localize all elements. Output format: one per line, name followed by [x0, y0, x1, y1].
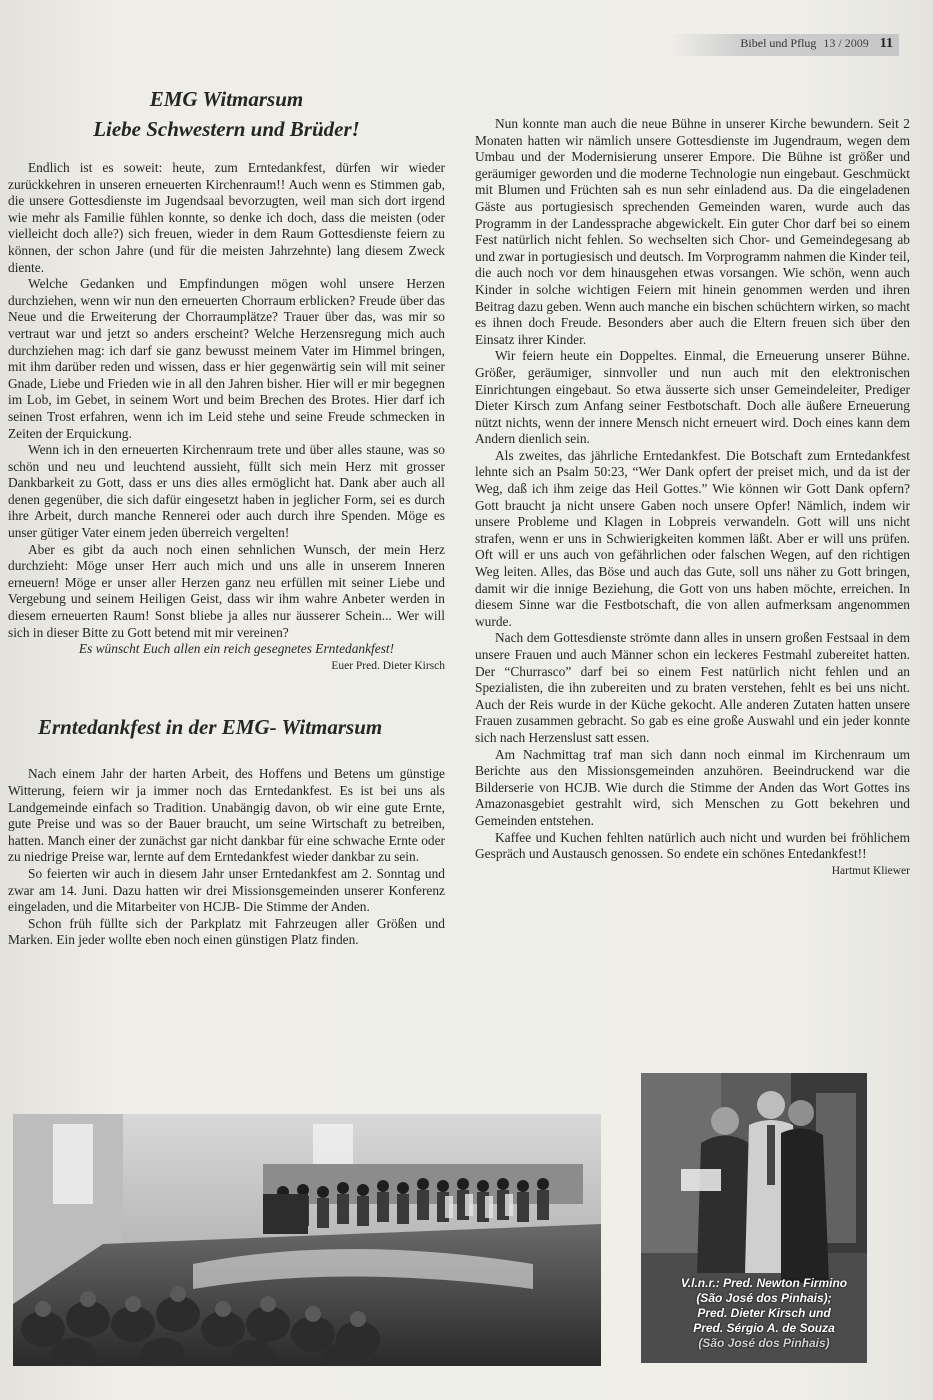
page-number: 11: [879, 36, 893, 51]
article1-paragraph: Aber es gibt da auch noch einen sehnlichen Wunsch, der mein Herz durchzieht: Möge unser Herr auch mich und uns alle in unserem Inneren erneuern! Möge er unser aller Herzen ganz neu erfüllen mit seiner Liebe und Vergebung und seinem Heiligen Geist, dass wir ihm wahre Anbeter werden in diesem erneuerten Raum! Sonst bliebe ja alles nur äusserer Schein... Wer will sich in dieser Bitte zu Gott betend mit mir vereinen?: [8, 541, 445, 640]
left-column: [8, 82, 445, 949]
article1-paragraph: Wenn ich in den erneuerten Kirchenraum trete und über alles staune, was so schön und neu und leuchtend aussieht, füllt sich mein Herz mit grosser Dankbarkeit zu Gott, dass er uns dies alles ermöglicht hat. Dank aber auch all denen gegenüber, die sich dafür eingesetzt haben in jeglicher Form, sei es durch ihre Arbeit, durch manche Rennerei oder auch durch ihre Spenden. Möge es unser gütiger Vater einem jeden überreich vergelten!: [8, 442, 445, 541]
page-header: [670, 34, 899, 56]
article2-paragraph: Nach einem Jahr der harten Arbeit, des Hoffens und Betens um günstige Witterung, feiern wir ja immer noch das Erntedankfest. Es ist bei uns als Landgemeinde einfach so Tradition. Unabängig davon, ob wir eine gute Ernte, gute Preise und was so der Bauer braucht, um seine Wirtschaft zu betreiben, hatten. Manch einer der zunächst gar nicht dankbar für eine schwache Ernte oder zu niedrige Preise war, lernte auf dem Erntedankfest wieder dankbar zu sein.: [8, 766, 445, 865]
article2-signature: Hartmut Kliewer: [831, 864, 910, 877]
caption-line: (São José dos Pinhais);: [696, 1291, 832, 1305]
caption-line: (São José dos Pinhais): [698, 1336, 830, 1350]
article1-signature: Euer Pred. Dieter Kirsch: [331, 659, 445, 672]
article2-paragraph: Schon früh füllte sich der Parkplatz mit Fahrzeugen aller Größen und Marken. Ein jeder wollte eben noch einen günstigen Platz finden.: [8, 915, 445, 948]
article2-paragraph: Kaffee und Kuchen fehlten natürlich auch nicht und wurden bei fröhlichem Gespräch und Austausch genossen. So endete ein schönes Entedankfest!!: [475, 829, 910, 862]
article2-paragraph: Wir feiern heute ein Doppeltes. Einmal, die Erneuerung unserer Bühne. Größer, geräumiger, sinnvoller und nun auch mit den elektronischen Einrichtungen eingebaut. So etwa äusserte sich unser Gemeindeleiter, Prediger Dieter Kirsch zum Anfang seiner Festbotschaft. Doch alle äußere Erneuerung nützt nichts, wenn der innere Mensch nicht erneuert wird. Doch eines kann dem Andern dienlich sein.: [475, 348, 910, 447]
article1-title-line2: Liebe Schwestern und Brüder!: [93, 117, 360, 141]
publication-name: Bibel und Pflug: [740, 36, 817, 50]
caption-line: Pred. Dieter Kirsch und: [697, 1306, 831, 1320]
article1-title-line1: EMG Witmarsum: [149, 87, 304, 111]
article2-paragraph: Nun konnte man auch die neue Bühne in unserer Kirche bewundern. Seit 2 Monaten hatten wir nämlich unsere Gottesdienste im Jugendraum, wegen dem Umbau und der Modernisierung unserer Empore. Die Bühne ist größer und geräumiger geworden und die moderne Technologie nun eingebaut. Geschmückt mit Blumen und Früchten sah es nun sehr einladend aus. Da die eingeladenen Gäste aus portugiesisch sprechenden Gemeinden waren, wurde auch das Programm in der Landessprache abgewickelt. Ein guter Chor darf bei so einem Fest natürlich nicht fehlen. So wechselten sich Chor- und Gemeindegesang ab und zwar in portugiesisch und deutsch. Im Vorprogramm nahmen die Kinder teil, die auch noch vor dem hinausgehen etwas vorsangen. Wie schön, wenn auch Kinder in solche wichtigen Feiern mit hinein genommen werden und ihren Beitrag dazu geben. Wenn auch manche ein bischen schüchtern wirken, so macht es ihnen doch Freude. Besonders aber auch die Eltern freuen sich über den Einsatz ihrer Kinder.: [475, 116, 910, 347]
article2-paragraph: So feierten wir auch in diesem Jahr unser Erntedankfest am 2. Sonntag und zwar am 14. Juni. Dazu hatten wir drei Missionsgemeinden unserer Konferenz eingeladen, und die Mitarbeiter von HCJB- Die Stimme der Anden.: [8, 865, 445, 915]
issue-number: 13 / 2009: [823, 36, 869, 50]
article1-paragraph: Endlich ist es soweit: heute, zum Erntedankfest, dürfen wir wieder zurückkehren in unseren erneuerten Kirchenraum!! Auch wenn es Stimmen gab, die unsere Gottesdienste im Jugendsaal bevorzugten, weil man sich dort irgend wie mehr als Familie fühlen konnte, so denke ich doch, dass die meisten (oder vielleicht doch alle?) sich freuen, wieder in dem Raum Gottesdienste feiern zu können, der schon Jahre (und für die meisten Jahrzehnte) lang diesem Zweck diente.: [8, 160, 445, 275]
article2-title: Erntedankfest in der EMG- Witmarsum: [38, 715, 383, 740]
church-choir-photo: [13, 1114, 601, 1366]
photo-caption: [664, 1276, 864, 1351]
article2-paragraph: Als zweites, das jährliche Erntedankfest. Die Botschaft zum Erntedankfest lehnte sich an Psalm 50:23, “Wer Dank opfert der preiset mich, und da ist der Weg, daß ich ihm zeige das Heil Gottes.” Wie können wir Gott Dank opfern? Gott braucht ja nicht unsere Gaben noch unsere Opfer! Nämlich, indem wir unsere Probleme und Klagen in Lobpreis verwandeln. Gott will uns nicht strafen, wenn er uns in Schwierigkeiten kommen läßt. Aber er will uns prüfen. Oft will er uns auch von gefährlichen oder falschen Wegen, auf den richtigen Weg leiten. Alles, das Böse und auch das Gute, soll uns näher zu Gott bringen, damit wir die innige Beziehung, die Gott von uns haben möchte, erreichen. In diesem Sinne war die Festbotschaft, die von allen aufmerksam angenommen wurde.: [475, 447, 910, 629]
caption-line: V.l.n.r.: Pred. Newton Firmino: [680, 1276, 848, 1290]
article2-paragraph: Am Nachmittag traf man sich dann noch einmal im Kirchenraum um Berichte aus den Missionsgemeinden anzuhören. Beeindruckend war die Bilderserie von HCJB. Wie durch die Stimme der Anden das Wort Gottes ins Amazonasgebiet gestrahlt wird, sich Menschen zu Gott bekehren und Gemeinden entstehen.: [475, 746, 910, 828]
right-column: [475, 116, 910, 879]
caption-line: Pred. Sérgio A. de Souza: [693, 1321, 835, 1335]
article1-paragraph: Welche Gedanken und Empfindungen mögen wohl unsere Herzen durchziehen, wenn wir nun den erneuerten Chorraum erblicken? Freude über das Neue und die Erweiterung der Chorraumplätze? Trauer über das, was mir so vertraut war und jetzt so anders erscheint? Welche Herzensregung mich auch durchziehen mag: ich darf sie ganz bewusst meinem Vater im Himmel bringen, mit ihm darüber reden und wissen, dass er hier gegenwärtig sein will mit seiner Gnade, Liebe und Frieden wie in all den Jahren bisher. Hier will er mir begegnen im Lob, im Gebet, in seinem Wort und beim Brechen des Brotes. Hier darf ich seinen Trost erfahren, wenn ich im Leid stehe und seine Freude schmecken in Zeiten der Erquickung.: [8, 276, 445, 441]
article1-closing: Es wünscht Euch allen ein reich gesegnetes Erntedankfest!: [78, 641, 395, 657]
article2-paragraph: Nach dem Gottesdienste strömte dann alles in unsern großen Festsaal in dem unsere Frauen und auch Männer schon ein leckeres Festmahl zubereitet hatten. Der “Churrasco” darf bei so einem Fest natürlich nicht fehlen und an Spezialisten, die ihn zubereiten und zu braten verstehen, fehlt es bei uns nicht. Auch der Reis wurde in der Küche gekocht. Alle anderen Zutaten hatten unsere Frauen zusammen gebracht. So gab es eine große Auswahl und ein jeder konnte sich nach Herzenslust satt essen.: [475, 630, 910, 745]
